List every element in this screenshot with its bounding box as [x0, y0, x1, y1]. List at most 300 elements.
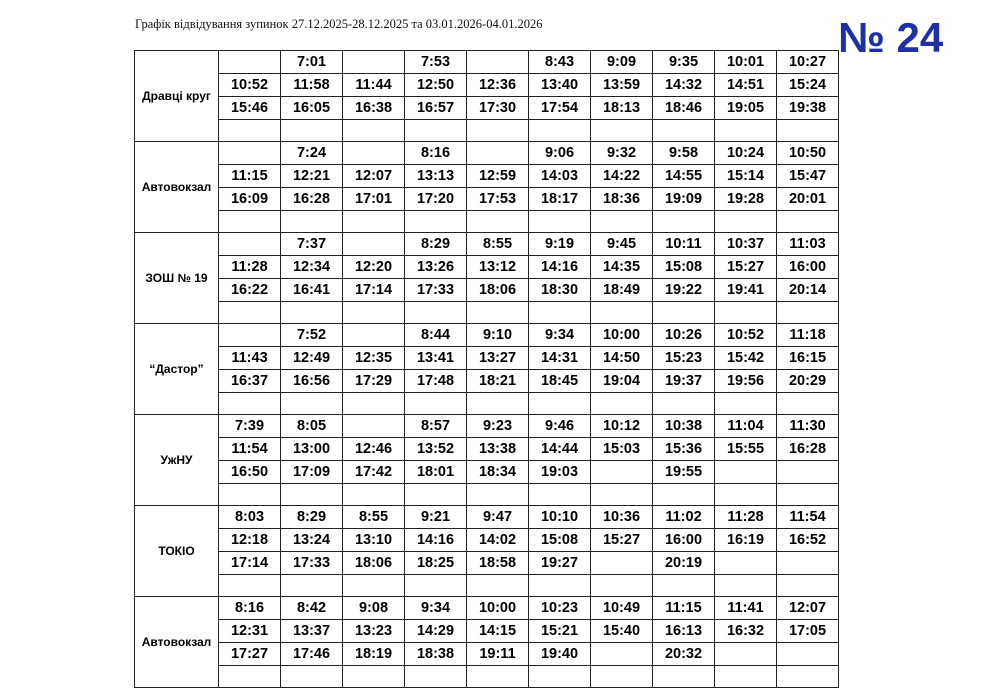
- time-cell: 15:03: [591, 438, 653, 461]
- time-cell: 19:04: [591, 370, 653, 393]
- empty-cell: [219, 302, 281, 324]
- time-cell: 13:13: [405, 165, 467, 188]
- time-cell: 9:34: [529, 324, 591, 347]
- time-cell: 15:23: [653, 347, 715, 370]
- time-cell: 18:38: [405, 643, 467, 666]
- time-cell: 18:17: [529, 188, 591, 211]
- empty-cell: [281, 575, 343, 597]
- time-cell: 12:07: [777, 597, 839, 620]
- time-cell: 16:05: [281, 97, 343, 120]
- time-cell: [777, 552, 839, 575]
- table-row: [135, 142, 839, 165]
- time-cell: 9:35: [653, 51, 715, 74]
- time-cell: 16:52: [777, 529, 839, 552]
- empty-cell: [777, 393, 839, 415]
- time-cell: 17:30: [467, 97, 529, 120]
- time-cell: 10:00: [467, 597, 529, 620]
- time-cell: 10:52: [219, 74, 281, 97]
- time-cell: 11:54: [219, 438, 281, 461]
- time-cell: 15:36: [653, 438, 715, 461]
- time-cell: 10:24: [715, 142, 777, 165]
- time-cell: 16:38: [343, 97, 405, 120]
- empty-cell: [405, 666, 467, 688]
- time-cell: 19:22: [653, 279, 715, 302]
- table-row: [135, 643, 839, 666]
- time-cell: 15:24: [777, 74, 839, 97]
- time-cell: 13:41: [405, 347, 467, 370]
- stop-name: ЗОШ № 19: [135, 233, 219, 324]
- time-cell: 19:28: [715, 188, 777, 211]
- time-cell: 13:10: [343, 529, 405, 552]
- time-cell: 12:21: [281, 165, 343, 188]
- time-cell: 18:30: [529, 279, 591, 302]
- time-cell: [219, 233, 281, 256]
- time-cell: 8:03: [219, 506, 281, 529]
- time-cell: [343, 142, 405, 165]
- empty-cell: [343, 302, 405, 324]
- time-cell: 16:32: [715, 620, 777, 643]
- time-cell: 8:55: [343, 506, 405, 529]
- time-cell: 18:13: [591, 97, 653, 120]
- time-cell: 16:57: [405, 97, 467, 120]
- time-cell: 17:05: [777, 620, 839, 643]
- time-cell: 7:01: [281, 51, 343, 74]
- time-cell: 19:40: [529, 643, 591, 666]
- empty-cell: [715, 484, 777, 506]
- time-cell: 18:36: [591, 188, 653, 211]
- time-cell: 17:54: [529, 97, 591, 120]
- time-cell: 10:01: [715, 51, 777, 74]
- time-cell: 10:50: [777, 142, 839, 165]
- time-cell: 10:10: [529, 506, 591, 529]
- empty-cell: [281, 666, 343, 688]
- time-cell: 17:48: [405, 370, 467, 393]
- time-cell: 10:00: [591, 324, 653, 347]
- time-cell: 10:27: [777, 51, 839, 74]
- time-cell: 9:09: [591, 51, 653, 74]
- empty-cell: [343, 120, 405, 142]
- time-cell: 15:42: [715, 347, 777, 370]
- empty-cell: [405, 120, 467, 142]
- empty-cell: [529, 575, 591, 597]
- table-row: [135, 529, 839, 552]
- time-cell: 9:32: [591, 142, 653, 165]
- time-cell: 19:03: [529, 461, 591, 484]
- time-cell: 13:24: [281, 529, 343, 552]
- time-cell: 19:09: [653, 188, 715, 211]
- time-cell: 11:15: [653, 597, 715, 620]
- separator-row: [135, 393, 839, 415]
- time-cell: [591, 643, 653, 666]
- empty-cell: [281, 120, 343, 142]
- empty-cell: [343, 211, 405, 233]
- empty-cell: [343, 575, 405, 597]
- separator-row: [135, 120, 839, 142]
- time-cell: 17:14: [343, 279, 405, 302]
- time-cell: 9:08: [343, 597, 405, 620]
- empty-cell: [219, 211, 281, 233]
- time-cell: 18:21: [467, 370, 529, 393]
- time-cell: 12:59: [467, 165, 529, 188]
- empty-cell: [405, 393, 467, 415]
- time-cell: 9:45: [591, 233, 653, 256]
- table-row: [135, 620, 839, 643]
- time-cell: 8:29: [281, 506, 343, 529]
- empty-cell: [591, 211, 653, 233]
- stop-name: “Дастор”: [135, 324, 219, 415]
- time-cell: 11:43: [219, 347, 281, 370]
- time-cell: 9:34: [405, 597, 467, 620]
- empty-cell: [715, 393, 777, 415]
- time-cell: 17:09: [281, 461, 343, 484]
- table-row: [135, 97, 839, 120]
- stop-name: Автовокзал: [135, 597, 219, 688]
- time-cell: 17:42: [343, 461, 405, 484]
- time-cell: 16:37: [219, 370, 281, 393]
- time-cell: 20:29: [777, 370, 839, 393]
- empty-cell: [219, 393, 281, 415]
- time-cell: 7:53: [405, 51, 467, 74]
- empty-cell: [219, 120, 281, 142]
- time-cell: 14:35: [591, 256, 653, 279]
- time-cell: 16:28: [777, 438, 839, 461]
- time-cell: [777, 643, 839, 666]
- table-row: [135, 461, 839, 484]
- empty-cell: [653, 211, 715, 233]
- time-cell: 14:55: [653, 165, 715, 188]
- time-cell: 13:38: [467, 438, 529, 461]
- time-cell: 18:19: [343, 643, 405, 666]
- empty-cell: [219, 666, 281, 688]
- time-cell: 20:14: [777, 279, 839, 302]
- schedule-table: [134, 50, 839, 688]
- table-row: [135, 552, 839, 575]
- time-cell: 7:39: [219, 415, 281, 438]
- time-cell: 20:19: [653, 552, 715, 575]
- table-row: [135, 347, 839, 370]
- time-cell: [219, 142, 281, 165]
- time-cell: 7:52: [281, 324, 343, 347]
- time-cell: [219, 51, 281, 74]
- time-cell: 9:21: [405, 506, 467, 529]
- empty-cell: [405, 302, 467, 324]
- time-cell: 8:42: [281, 597, 343, 620]
- time-cell: 16:28: [281, 188, 343, 211]
- separator-row: [135, 575, 839, 597]
- time-cell: 13:12: [467, 256, 529, 279]
- empty-cell: [467, 302, 529, 324]
- time-cell: 19:05: [715, 97, 777, 120]
- time-cell: 10:11: [653, 233, 715, 256]
- time-cell: [715, 643, 777, 666]
- time-cell: 17:53: [467, 188, 529, 211]
- empty-cell: [281, 393, 343, 415]
- empty-cell: [343, 666, 405, 688]
- time-cell: 16:41: [281, 279, 343, 302]
- time-cell: 8:44: [405, 324, 467, 347]
- time-cell: 11:18: [777, 324, 839, 347]
- empty-cell: [591, 393, 653, 415]
- time-cell: 11:03: [777, 233, 839, 256]
- time-cell: 12:46: [343, 438, 405, 461]
- schedule-body: [135, 51, 839, 688]
- empty-cell: [343, 393, 405, 415]
- time-cell: 11:04: [715, 415, 777, 438]
- time-cell: 13:37: [281, 620, 343, 643]
- time-cell: 12:07: [343, 165, 405, 188]
- time-cell: 9:10: [467, 324, 529, 347]
- time-cell: [343, 233, 405, 256]
- time-cell: [777, 461, 839, 484]
- table-row: [135, 233, 839, 256]
- time-cell: 9:47: [467, 506, 529, 529]
- time-cell: 9:46: [529, 415, 591, 438]
- time-cell: 13:26: [405, 256, 467, 279]
- time-cell: 14:50: [591, 347, 653, 370]
- time-cell: 18:49: [591, 279, 653, 302]
- time-cell: 11:30: [777, 415, 839, 438]
- time-cell: 7:37: [281, 233, 343, 256]
- time-cell: 17:29: [343, 370, 405, 393]
- time-cell: 13:52: [405, 438, 467, 461]
- time-cell: 16:50: [219, 461, 281, 484]
- empty-cell: [219, 575, 281, 597]
- time-cell: 8:55: [467, 233, 529, 256]
- stop-name: ТОКІО: [135, 506, 219, 597]
- time-cell: 16:56: [281, 370, 343, 393]
- empty-cell: [653, 575, 715, 597]
- table-row: [135, 506, 839, 529]
- time-cell: 17:33: [281, 552, 343, 575]
- table-row: [135, 438, 839, 461]
- empty-cell: [777, 575, 839, 597]
- table-row: [135, 415, 839, 438]
- empty-cell: [777, 484, 839, 506]
- time-cell: 10:38: [653, 415, 715, 438]
- time-cell: 10:26: [653, 324, 715, 347]
- time-cell: 14:29: [405, 620, 467, 643]
- time-cell: 17:20: [405, 188, 467, 211]
- time-cell: 14:03: [529, 165, 591, 188]
- empty-cell: [715, 120, 777, 142]
- time-cell: 13:23: [343, 620, 405, 643]
- time-cell: 10:23: [529, 597, 591, 620]
- time-cell: 8:29: [405, 233, 467, 256]
- time-cell: 13:27: [467, 347, 529, 370]
- empty-cell: [281, 211, 343, 233]
- time-cell: 14:15: [467, 620, 529, 643]
- time-cell: 18:45: [529, 370, 591, 393]
- table-row: [135, 597, 839, 620]
- empty-cell: [715, 302, 777, 324]
- empty-cell: [653, 302, 715, 324]
- empty-cell: [591, 484, 653, 506]
- table-row: [135, 256, 839, 279]
- time-cell: 16:19: [715, 529, 777, 552]
- time-cell: 11:28: [219, 256, 281, 279]
- time-cell: 12:31: [219, 620, 281, 643]
- time-cell: 12:49: [281, 347, 343, 370]
- empty-cell: [777, 666, 839, 688]
- time-cell: 13:00: [281, 438, 343, 461]
- empty-cell: [405, 211, 467, 233]
- time-cell: 15:40: [591, 620, 653, 643]
- time-cell: 17:33: [405, 279, 467, 302]
- time-cell: [591, 552, 653, 575]
- time-cell: [467, 142, 529, 165]
- separator-row: [135, 484, 839, 506]
- table-row: [135, 370, 839, 393]
- empty-cell: [529, 302, 591, 324]
- time-cell: 14:32: [653, 74, 715, 97]
- time-cell: [343, 415, 405, 438]
- table-row: [135, 324, 839, 347]
- time-cell: [467, 51, 529, 74]
- separator-row: [135, 211, 839, 233]
- empty-cell: [467, 666, 529, 688]
- time-cell: 15:08: [653, 256, 715, 279]
- empty-cell: [591, 302, 653, 324]
- time-cell: [343, 324, 405, 347]
- time-cell: 16:00: [777, 256, 839, 279]
- time-cell: 16:09: [219, 188, 281, 211]
- time-cell: 19:11: [467, 643, 529, 666]
- empty-cell: [653, 393, 715, 415]
- time-cell: 19:41: [715, 279, 777, 302]
- empty-cell: [653, 666, 715, 688]
- empty-cell: [405, 575, 467, 597]
- time-cell: 12:18: [219, 529, 281, 552]
- empty-cell: [777, 211, 839, 233]
- empty-cell: [467, 393, 529, 415]
- empty-cell: [653, 484, 715, 506]
- table-row: [135, 51, 839, 74]
- time-cell: 12:20: [343, 256, 405, 279]
- time-cell: 12:34: [281, 256, 343, 279]
- empty-cell: [653, 120, 715, 142]
- empty-cell: [777, 302, 839, 324]
- time-cell: 15:47: [777, 165, 839, 188]
- empty-cell: [405, 484, 467, 506]
- time-cell: 8:05: [281, 415, 343, 438]
- time-cell: 8:43: [529, 51, 591, 74]
- time-cell: 12:35: [343, 347, 405, 370]
- time-cell: 11:28: [715, 506, 777, 529]
- time-cell: 19:55: [653, 461, 715, 484]
- time-cell: [715, 461, 777, 484]
- time-cell: 8:57: [405, 415, 467, 438]
- empty-cell: [591, 666, 653, 688]
- stop-name: УжНУ: [135, 415, 219, 506]
- empty-cell: [591, 575, 653, 597]
- stop-name: Автовокзал: [135, 142, 219, 233]
- time-cell: 11:41: [715, 597, 777, 620]
- time-cell: 19:38: [777, 97, 839, 120]
- time-cell: 14:31: [529, 347, 591, 370]
- stop-name: Дравці круг: [135, 51, 219, 142]
- time-cell: 11:54: [777, 506, 839, 529]
- time-cell: 20:01: [777, 188, 839, 211]
- time-cell: [591, 461, 653, 484]
- time-cell: 11:58: [281, 74, 343, 97]
- empty-cell: [777, 120, 839, 142]
- time-cell: 11:44: [343, 74, 405, 97]
- time-cell: 9:19: [529, 233, 591, 256]
- time-cell: 19:37: [653, 370, 715, 393]
- empty-cell: [715, 211, 777, 233]
- empty-cell: [467, 575, 529, 597]
- time-cell: 14:16: [529, 256, 591, 279]
- time-cell: 9:58: [653, 142, 715, 165]
- time-cell: 12:50: [405, 74, 467, 97]
- time-cell: 15:08: [529, 529, 591, 552]
- schedule-title: Графік відвідування зупинок 27.12.2025-28.12.2025 та 03.01.2026-04.01.2026: [135, 17, 543, 31]
- empty-cell: [529, 666, 591, 688]
- time-cell: 10:36: [591, 506, 653, 529]
- time-cell: 10:37: [715, 233, 777, 256]
- separator-row: [135, 666, 839, 688]
- empty-cell: [281, 302, 343, 324]
- time-cell: 17:46: [281, 643, 343, 666]
- time-cell: 10:49: [591, 597, 653, 620]
- time-cell: 14:22: [591, 165, 653, 188]
- time-cell: 9:23: [467, 415, 529, 438]
- empty-cell: [467, 120, 529, 142]
- time-cell: 18:46: [653, 97, 715, 120]
- time-cell: [219, 324, 281, 347]
- time-cell: 11:15: [219, 165, 281, 188]
- time-cell: 15:21: [529, 620, 591, 643]
- empty-cell: [467, 211, 529, 233]
- time-cell: 16:13: [653, 620, 715, 643]
- time-cell: 18:58: [467, 552, 529, 575]
- empty-cell: [591, 120, 653, 142]
- table-row: [135, 165, 839, 188]
- time-cell: 14:02: [467, 529, 529, 552]
- time-cell: 16:22: [219, 279, 281, 302]
- time-cell: 12:36: [467, 74, 529, 97]
- time-cell: 18:06: [467, 279, 529, 302]
- time-cell: 10:52: [715, 324, 777, 347]
- time-cell: 15:27: [591, 529, 653, 552]
- table-row: [135, 279, 839, 302]
- time-cell: 14:16: [405, 529, 467, 552]
- time-cell: 15:14: [715, 165, 777, 188]
- time-cell: 14:51: [715, 74, 777, 97]
- empty-cell: [529, 211, 591, 233]
- time-cell: 15:27: [715, 256, 777, 279]
- time-cell: 18:01: [405, 461, 467, 484]
- time-cell: 15:55: [715, 438, 777, 461]
- empty-cell: [529, 484, 591, 506]
- time-cell: 17:01: [343, 188, 405, 211]
- time-cell: 19:56: [715, 370, 777, 393]
- empty-cell: [343, 484, 405, 506]
- time-cell: 19:27: [529, 552, 591, 575]
- time-cell: 17:14: [219, 552, 281, 575]
- time-cell: 14:44: [529, 438, 591, 461]
- time-cell: 15:46: [219, 97, 281, 120]
- empty-cell: [715, 575, 777, 597]
- empty-cell: [715, 666, 777, 688]
- time-cell: 7:24: [281, 142, 343, 165]
- time-cell: 17:27: [219, 643, 281, 666]
- time-cell: 20:32: [653, 643, 715, 666]
- separator-row: [135, 302, 839, 324]
- table-row: [135, 188, 839, 211]
- time-cell: [343, 51, 405, 74]
- time-cell: 8:16: [405, 142, 467, 165]
